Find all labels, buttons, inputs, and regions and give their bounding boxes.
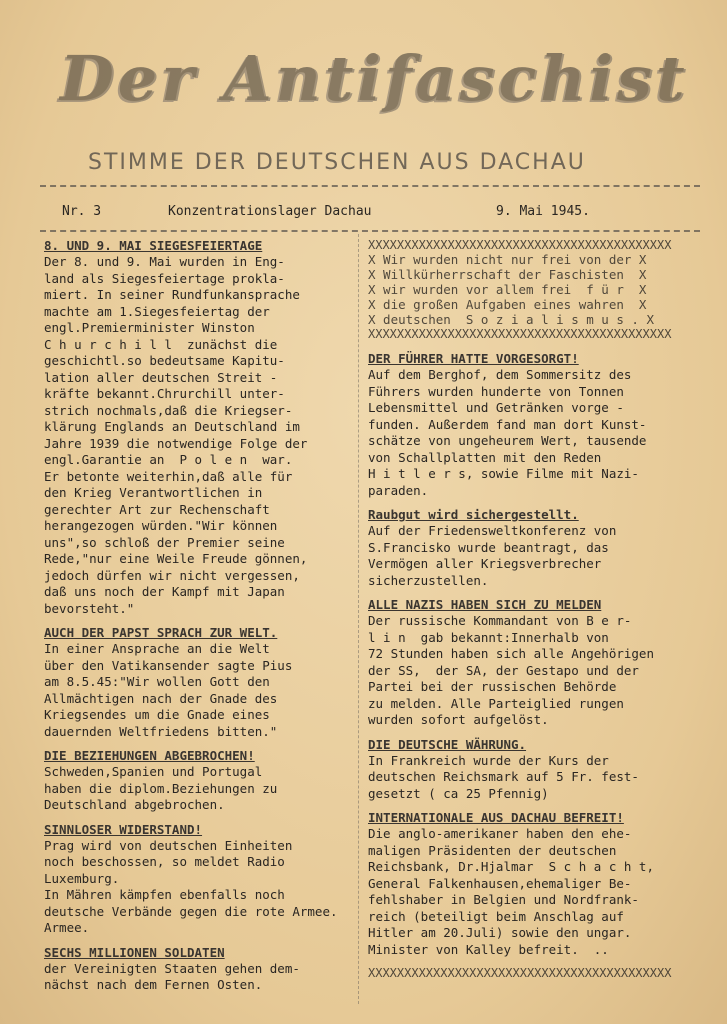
article: [44, 822, 364, 937]
quote-box-line: X deutschen S o z i a l i s m u s . X: [368, 312, 654, 327]
closing-border: XXXXXXXXXXXXXXXXXXXXXXXXXXXXXXXXXXXXXXXXXX: [368, 966, 672, 980]
article-body: Auf dem Berghof, dem Sommersitz des Führers wurden hunderte von Tonnen Lebensmittel und Getränken vorge - funden. Außerdem fand man dort Kunst- schätze von ungeheurem Wert, tausende von Schallplatten mit den Reden H i t l e r s, sowie Filme mit Nazi- paraden.: [368, 367, 647, 498]
article: [44, 625, 364, 740]
article-body: der Vereinigten Staaten gehen dem- nächst nach dem Fernen Osten.: [44, 960, 300, 992]
article-body: Die anglo-amerikaner haben den ehe- maligen Präsidenten der deutschen Reichsbank, Dr.Hjalmar S c h a c h t, General Falkenhausen,ehemaliger Be- fehlshaber in Belgien und Nordfrank- reich (beteiligt beim Anschlag auf Hitler am 20.Juli) sowie den ungar. Minister von Kalley befreit. ..: [368, 826, 654, 957]
article-body: Schweden,Spanien und Portugal haben die diplom.Beziehungen zu Deutschland abgebrochen.: [44, 764, 278, 812]
article-headline: Raubgut wird sichergestellt.: [368, 507, 579, 522]
article-headline: ALLE NAZIS HABEN SICH ZU MELDEN: [368, 597, 602, 612]
article: [44, 238, 364, 617]
article: [368, 597, 708, 729]
article-headline: 8. UND 9. MAI SIEGESFEIERTAGE: [44, 238, 263, 253]
article-body: Auf der Friedensweltkonferenz von S.Francisko wurde beantragt, das Vermögen aller Kriegsverbrecher sicherzustellen.: [368, 523, 617, 588]
article-body: Prag wird von deutschen Einheiten noch beschossen, so meldet Radio Luxemburg. In Mähren kämpfen ebenfalls noch deutsche Verbände gegen die rote Armee. Armee.: [44, 837, 338, 935]
quote-box-line: X Willkürherrschaft der Faschisten X: [368, 267, 647, 282]
article-headline: SECHS MILLIONEN SOLDATEN: [44, 944, 225, 960]
quote-box-line: X Wir wurden nicht nur frei von der X: [368, 252, 647, 267]
masthead-title: Der Antifaschist: [60, 42, 689, 115]
quote-box: [368, 238, 708, 341]
article-body: In einer Ansprache an die Welt über den Vatikansender sagte Pius am 8.5.45:"Wir wollen Gott den Allmächtigen nach der Gnade des Kriegsendes um die Gnade eines dauernden Weltfriedens bitten.": [44, 641, 293, 739]
article-headline: DIE BEZIEHUNGEN ABGEBROCHEN!: [44, 748, 255, 763]
article: [368, 810, 708, 958]
quote-box-line: X die großen Aufgaben eines wahren X: [368, 297, 647, 312]
article-body: In Frankreich wurde der Kurs der deutschen Reichsmark auf 5 Fr. fest- gesetzt ( ca 25 Pfennig): [368, 752, 639, 801]
masthead-subtitle: STIMME DER DEUTSCHEN AUS DACHAU: [88, 150, 586, 175]
article-body: Der russische Kommandant von B e r- l i n gab bekannt:Innerhalb von 72 Stunden haben sich alle Angehörigen der SS, der SA, der Gestapo und der Partei bei der russischen Behörde zu melden. Alle Parteiglied rungen wurden sofort aufgelöst.: [368, 613, 654, 727]
left-column: [44, 238, 364, 1002]
article-headline: AUCH DER PAPST SPRACH ZUR WELT.: [44, 625, 278, 640]
header-rule: [40, 230, 700, 232]
article: [44, 748, 364, 814]
top-rule: [40, 185, 700, 187]
article-headline: DER FÜHRER HATTE VORGESORGT!: [368, 351, 579, 366]
article-body: Der 8. und 9. Mai wurden in Eng- land als Siegesfeiertage prokla- miert. In seiner Rundfunkansprache machte am 1.Siegesfeiertag der engl.Premierminister Winston C h u r c h i l l zunächst die geschichtl.so bedeutsame Kapitu- lation aller deutschen Streit - kräfte bekannt.Chrurchill unter- strich nochmals,daß die Kriegser- klärung Englands an Deutschland im Jahre 1939 die notwendige Folge der engl.Garantie an P o l e n war. Er betonte weiterhin,daß alle für den Krieg Verantwortlichen in gerechter Art zur Rechenschaft herangezogen würden."Wir können uns",so schloß der Premier seine Rede,"nur eine Weile Freude gönnen, jedoch dürfen wir nicht vergessen, daß uns noch der Kampf mit Japan bevorsteht.": [44, 254, 308, 616]
article: [368, 737, 708, 803]
article-headline: SINNLOSER WIDERSTAND!: [44, 821, 203, 837]
issue-date: 9. Mai 1945.: [496, 204, 590, 219]
article: [44, 945, 364, 994]
issue-place: Konzentrationslager Dachau: [168, 204, 372, 219]
quote-box-border-bottom: XXXXXXXXXXXXXXXXXXXXXXXXXXXXXXXXXXXXXXXXXX: [368, 327, 672, 341]
right-column: [368, 238, 708, 980]
article-headline: INTERNATIONALE AUS DACHAU BEFREIT!: [368, 810, 624, 825]
article-headline: DIE DEUTSCHE WÄHRUNG.: [368, 736, 527, 752]
quote-box-line: X wir wurden vor allem frei f ü r X: [368, 282, 647, 297]
article: [368, 507, 708, 589]
issue-number: Nr. 3: [62, 204, 102, 219]
quote-box-border-top: XXXXXXXXXXXXXXXXXXXXXXXXXXXXXXXXXXXXXXXXXX: [368, 238, 672, 252]
article: [368, 351, 708, 499]
